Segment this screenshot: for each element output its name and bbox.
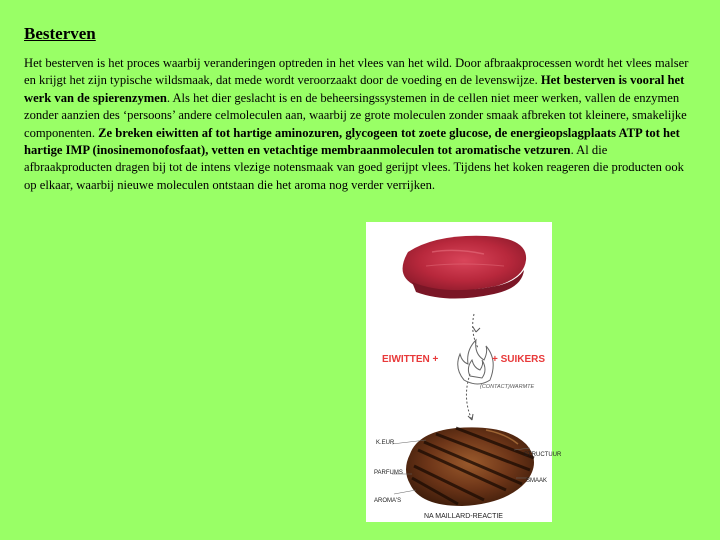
- text-segment: . Al die afbraakproducten dragen bij tot de intens vlezige notensmaak van goed gerijpt vlees. Tijdens het koken reageren die producten ook op elkaar, waarbij nieuwe moleculen ontstaan die het aroma nog verder verrijken.: [24, 143, 684, 192]
- maillard-figure: [366, 222, 562, 522]
- text-segment: . Als het dier geslacht is en de beheersingssystemen in de cellen niet meer werken, vallen de enzymen zonder aanzien des ‘persoons’ andere celmoleculen aan, waarbij ze grote moleculen zonder smaak afbreken tot kleinere, smakelijke componenten.: [24, 90, 687, 140]
- body-paragraph: [24, 55, 698, 194]
- eiwitten-label: EIWITTEN +: [382, 354, 439, 365]
- page-title: Besterven: [24, 24, 96, 43]
- aromas-label: AROMA'S: [374, 498, 402, 504]
- flame-icon: [458, 340, 493, 384]
- raw-steak-image: [403, 236, 527, 299]
- suikers-label: + SUIKERS: [492, 354, 546, 365]
- figure-caption: NA MAILLARD-REACTIE: [424, 513, 503, 520]
- text-segment: Het besterven is het proces waarbij veranderingen optreden in het vlees van het wild. Door afbraakprocessen wordt het vlees malser en krijgt het zijn typische wildsmaak, dat mede wordt veroorzaakt door de voeding en de levenswijze.: [24, 56, 689, 88]
- parfums-label: PARFUMS: [374, 470, 403, 476]
- warmte-label: (CONTACT)WARMTE: [480, 384, 535, 390]
- text-segment-bold: Het besterven is vooral het werk van de spierenzymen: [24, 73, 685, 105]
- smaak-label: SMAAK: [526, 478, 548, 484]
- structuur-label: STRUCTUUR: [524, 452, 562, 458]
- cooked-steak-image: [406, 427, 534, 506]
- kleur-label: K.EUR: [376, 440, 395, 446]
- text-segment-bold: Ze breken eiwitten af tot hartige aminozuren, glycogeen tot zoete glucose, de energieopslagplaats ATP tot het hartige IMP (inosinemonofosfaat), vetten en vetachtige membraanmoleculen tot aromatische vetzuren: [24, 125, 680, 158]
